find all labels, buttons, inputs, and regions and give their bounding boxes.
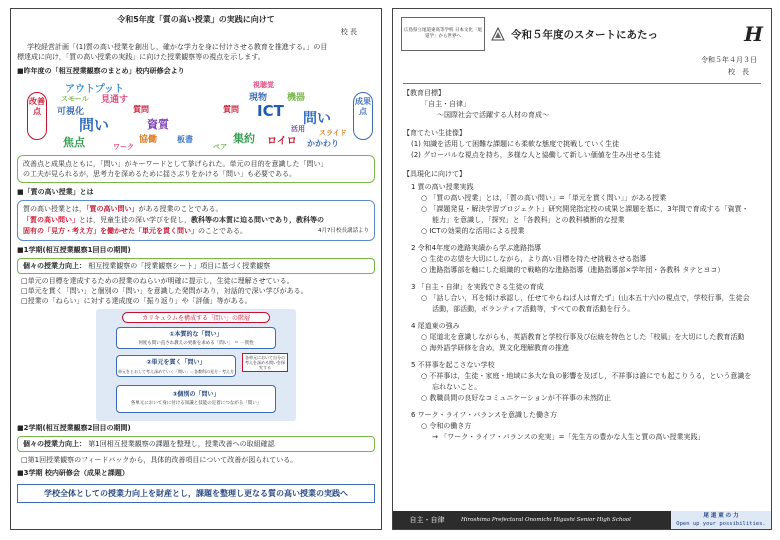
check-item: □授業の「ねらい」に対する達成度の「振り返り」や「評価」等がある。 [21,297,252,305]
left-page [10,8,382,530]
policy-item: ○ ICTの効果的な活用による授業 [421,227,525,235]
diagram-item-head: ②単元を貫く「問い」 [146,359,206,366]
policy-item: ○ 令和の働き方 [421,422,472,430]
policy-item: ○ 不祥事は，生徒・家庭・地域に多大な負の影響を及ぼし，不祥事は誰にでも起こりうる，という意識を [421,372,752,380]
def-text-red: 「単元を貫く問い」 [135,227,198,235]
diagram-callout: 各単元において自分の考えを深める問いを探究する [242,353,288,372]
cloud-word: ロイロ [267,136,297,147]
footer-slogan-jp: 尾 道 東 の 力 [703,513,739,519]
cloud-word: 集約 [233,132,255,145]
def-text-red: 「質の高い問い」 [86,205,139,213]
def-text: 質の高い授業とは， [23,205,86,213]
goal-label: 個々の授業力向上： [23,262,86,270]
policy-item: ○ 尾道北を意識しながらも，英語教育と学校行事及び伝統を特色とした「校風」を大切にした教育活動 [421,333,745,341]
summary-line: 改善点と成果点ともに，「問い」がキーワードとして挙げられた。単元の目的を意識した「問い」 [23,160,328,168]
policy-item: ○ 「課題発見・解決学習プロジェクト」研究開発指定校の成果と課題を基に，3年間で育成する「資質・ [421,205,749,213]
student-profile-item: (2) グローバルな視点を持ち，多様な人と協働して新しい価値を生み出せる生徒 [411,151,661,159]
policy-item: 活動，部活動，ボランティア活動等，すべての教育活動を行う。 [421,305,635,313]
policy-item: ○ 教職員間の良好なコミュニケーションが不祥事の未然防止 [421,394,611,402]
cloud-word: スライド [319,129,347,137]
def-text-bold: 教科等の本質に迫る問いであり，教科等の [191,216,324,224]
cloud-word: 見通す [101,95,129,105]
policy-item: ○ 「質の高い授業」とは，「質の高い問い」=「単元を貫く問い」」がある授業 [421,194,667,202]
word-cloud [17,78,375,152]
right-title: 令和５年度のスタートにあたっ [511,28,658,41]
cloud-word: スモール [61,95,89,103]
cloud-word: 板書 [177,135,193,144]
policy-item: ○ 「話し合い，耳を傾け承認し，任せてやらねば人は育たず」(山本五十六)の視点で，学校行事，生徒会 [421,294,750,302]
section-heading: ■1学期(相互授業観察1回目の期間) [17,246,131,254]
diagram-item-sub: 各単元において身に付ける知識と技能の定着につながる「問い」 [130,401,262,406]
goal-text: 「自主・自律」 [421,100,470,108]
goal-subtext: ～国際社会で活躍する人材の育成～ [437,111,549,119]
h-logo-icon: H [744,22,763,46]
policy-item: 忘れないこと。 [421,383,482,391]
def-text: とは，児童生徒の深い学びを促し， [79,216,191,224]
right-footer-bar [393,511,771,529]
section-heading: 【教育目標】 [403,89,445,97]
policy-heading: 6 ワーク・ライフ・バランスを意識した働き方 [411,411,558,419]
policy-item: ○ 海外語学研修を含め，異文化理解教育の推進 [421,344,570,352]
section-heading: 【具現化に向けて】 [403,170,466,178]
seika-label: 成果点 [353,92,373,140]
goal-label: 個々の授業力向上： [23,440,86,448]
cloud-word: アウトプット [65,84,124,95]
section-heading: ■3学期 校内研修会（成果と課題） [17,469,129,477]
cloud-word: 質問 [133,105,149,114]
cloud-word: 質問 [223,105,239,114]
diagram-item-head: ③個別の「問い」 [172,391,220,398]
question-hierarchy-diagram [96,309,296,421]
kaizen-label: 改善点 [27,92,47,140]
policy-heading: 1 質の高い授業実践 [411,183,474,191]
section-heading: 【育てたい生徒像】 [403,129,466,137]
check-item: □単元を貫く「問い」と個別の「問い」を意識した発問があり，対話的で深い学びがある。 [21,287,308,295]
def-note: 4月7日校長講話より [318,228,369,234]
cloud-word: 可視化 [57,107,85,117]
cloud-word: 焦点 [63,136,85,149]
right-author: 校 長 [728,68,749,76]
student-profile-item: (1) 知識を活用して困難な課題にも柔軟な態度で挑戦していく生徒 [411,140,620,148]
policy-heading: 5 不祥事を起こさない学校 [411,361,495,369]
footer-motto: 自主・自律 [409,516,445,524]
goal-text: 第1回相互授業観察の課題を整理し，授業改善への取組確認 [88,440,275,448]
goal-text: 相互授業観察の「授業観察シート」項目に基づく授業観察 [88,262,271,270]
cloud-word: 問い [303,111,331,127]
def-text: のことである。 [198,227,247,235]
diagram-item-sub: 何度も問い直され教えの更新を求める「問い」 ＝ 一貫性 [138,341,254,346]
cloud-word: かかわり [307,139,339,148]
cloud-word: ICT [257,102,284,120]
section-heading: ■「質の高い授業」とは [17,188,94,196]
intro-line: 学校経営計画「(1)質の高い授業を創出し，確かな学力を身に付けさせる教育を推進する。」の目 [27,43,328,51]
policy-heading: 4 尾道東の強み [411,322,460,330]
cloud-word: ペア [213,143,227,151]
intro-line: 標達成に向け，「質の高い授業の実践」に向けた授業観察等の視点を示します。 [17,53,265,61]
cloud-word: 活用 [291,125,305,133]
def-text: がある授業のことである。 [138,205,223,213]
summary-line: の工夫が見られるが，思考力を深めるために揺さぶりをかける「問い」も必要である。 [23,170,296,178]
check-item: □単元の目標を達成するための授業のねらいが明確に提示し，生徒に理解させている。 [21,277,294,285]
section-heading: ■2学期(相互授業観察2回目の期間) [17,424,131,432]
policy-heading: 2 令和4年度の進路実績から学ぶ進路指導 [411,244,542,252]
right-page [392,8,772,530]
policy-item: ○ 生徒の志望を大切にしながら，より高い目標を持たせ挑戦させる指導 [421,255,647,263]
footer-school-name: Hiroshima Prefectural Onomichi Higashi Senior High School [461,517,631,523]
policy-item: ○ 進路指導部を軸にした組織的で戦略的な進路指導（進路指導部×学年団・各教科 タテとヨコ） [421,266,725,274]
cloud-word: 資質 [147,118,169,131]
right-header [393,9,771,53]
cloud-word: 協働 [139,135,158,145]
def-text-red: 「質の高い問い」 [23,216,79,224]
section-heading: ■昨年度の「相互授業観察のまとめ」校内研修会より [17,67,185,75]
policy-item: → 「ワーク・ライフ・バランスの充実」=「先生方の豊かな人生と質の高い授業実践」 [421,433,705,441]
diagram-item-head: ①本質的な「問い」 [169,331,223,338]
cloud-word: 視聴覚 [253,81,274,89]
cloud-word: ワーク [113,143,134,151]
school-logo-box: 広島県立尾道東高等学校 日本文化「尾道学」から世界へ [401,17,485,51]
policy-heading: 3 「自主・自律」を実践できる生徒の育成 [411,283,544,291]
left-footer-banner: 学校全体としての授業力向上を財産とし，課題を整理し更なる質の高い授業の実践へ [17,484,375,503]
cloud-word: 問い [79,116,110,134]
cloud-word: 機器 [287,93,306,103]
def-text-red: 固有の「見方・考え方」を働かせた [23,227,135,235]
left-author: 校 長 [340,28,357,36]
diagram-item-sub: 単元をとおして考え深めていく「問い」＝各教科の見方・考え方 [118,369,234,374]
school-emblem-icon [491,27,505,41]
footer-slogan-en: Open up your possibilities. [676,521,766,527]
right-date: 令和５年４月３日 [701,56,757,64]
note-item: □第1回授業観察のフィードバックから，具体的改善項目について改善が図られている。 [21,456,298,464]
diagram-title: カリキュラムを構成する「問い」の階層 [122,312,270,323]
cloud-word: 現物 [249,93,268,103]
left-title: 令和5年度「質の高い授業」の実践に向けて [117,15,275,24]
policy-item: 能力」を意識し，「探究」と「各教科」との教科横断的な授業 [421,216,625,224]
